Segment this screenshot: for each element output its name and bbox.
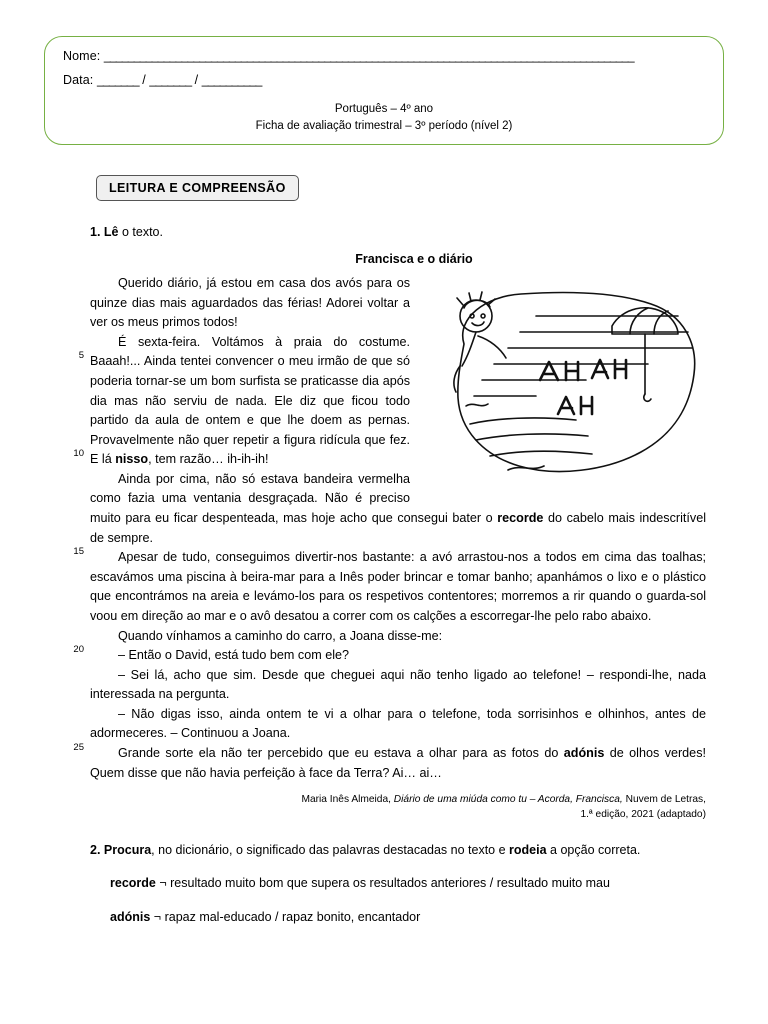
vocab-word: recorde: [110, 876, 156, 891]
date-label: Data:: [63, 73, 94, 87]
text-paragraph: – Então o David, está tudo bem com ele?: [118, 648, 350, 663]
source-edition: 1.ª edição, 2021 (adaptado): [580, 808, 706, 820]
date-year-rule[interactable]: __________: [201, 73, 262, 87]
exercise-2-text-1: , no dicionário, o significado das palavras destacadas no texto e: [151, 842, 510, 857]
arrow-icon: ¬: [159, 876, 167, 891]
vocab-item-adonis[interactable]: [110, 908, 724, 927]
text-paragraph: – Sei lá, acho que sim. Desde que cheguei aqui não tenho ligado ao telefone! – respondi-lhe, nada interessada na pergunta.: [90, 667, 706, 702]
line-number-10: 10: [73, 448, 84, 460]
text-source-credit: [90, 793, 706, 823]
text-paragraph: Apesar de tudo, conseguimos divertir-nos bastante: a avó arrastou-nos a todos em cima das toalhas; escavámos uma piscina à beira-mar para a Inês poder brincar e tomar banho; apanhámos o lixo e o plástico que encontrámos na areia e levámo-los para os respetivos contentores; morremos a rir quando o guarda-sol voou em direção ao mar e o avô desatou a correr com os calções a escorregar-lhe pelo rabo abaixo.: [90, 550, 706, 623]
exercise-1-instruction: [90, 223, 718, 242]
exercise-1-rest: o texto.: [118, 225, 163, 240]
student-info-box: [44, 36, 724, 145]
date-month-rule[interactable]: _______: [149, 73, 192, 87]
exercise-2-verb-2: rodeia: [509, 842, 547, 857]
vocab-options[interactable]: rapaz mal-educado / rapaz bonito, encantador: [164, 910, 421, 925]
date-day-rule[interactable]: _______: [96, 73, 139, 87]
name-field-row[interactable]: [63, 49, 705, 63]
text-paragraph: Ainda por cima, não só estava bandeira vermelha como fazia uma ventania desgraçada. Não é preciso muito para eu ficar despenteada, mas hoje acho que consegui bater o recorde do cabelo mais indescritível de sempre.: [90, 471, 706, 545]
source-author: Maria Inês Almeida,: [301, 794, 394, 806]
source-title: Diário de uma miúda como tu – Acorda, Francisca,: [393, 794, 623, 806]
text-paragraph: Quando vínhamos a caminho do carro, a Joana disse-me:: [118, 628, 443, 643]
source-publisher: Nuvem de Letras,: [622, 794, 706, 806]
exercise-1-verb: Lê: [103, 225, 119, 240]
vocab-item-recorde[interactable]: [110, 874, 724, 893]
reading-text-wrap: [73, 274, 706, 783]
section-title-reading: LEITURA E COMPREENSÃO: [96, 175, 299, 201]
exercise-1-number: 1.: [90, 225, 101, 240]
vocab-options[interactable]: resultado muito bom que supera os resultados anteriores / resultado muito mau: [170, 876, 610, 891]
line-number-5: 5: [78, 350, 84, 362]
date-field-row[interactable]: [63, 73, 705, 87]
line-number-15: 15: [73, 546, 84, 558]
exercise-2-number: 2.: [90, 842, 101, 857]
assessment-heading: [63, 101, 705, 134]
line-number-25: 25: [73, 742, 84, 754]
text-paragraph: Querido diário, já estou em casa dos avós para os quinze dias mais aguardados das férias! Adorei voltar a ver os meus primos todos!: [90, 276, 410, 330]
beach-scene-illustration: [416, 274, 706, 489]
date-separator-1: /: [142, 73, 146, 87]
assessment-line: Ficha de avaliação trimestral – 3º período (nível 2): [255, 119, 513, 132]
subject-line: Português – 4º ano: [334, 103, 434, 115]
exercise-2-verb-1: Procura: [103, 842, 152, 857]
name-input-rule[interactable]: _________________________________________________________________________________________: [103, 49, 634, 63]
date-separator-2: /: [194, 73, 199, 87]
line-number-20: 20: [73, 644, 84, 656]
exercise-2-text-2: a opção correta.: [546, 842, 641, 857]
text-paragraph: Grande sorte ela não ter percebido que eu estava a olhar para as fotos do adónis de olhos verdes! Quem disse que não havia perfeição à face da Terra? Ai… ai…: [90, 745, 706, 780]
vocab-word: adónis: [110, 910, 151, 925]
reading-text-title: Francisca e o diário: [355, 252, 473, 267]
arrow-icon: ¬: [153, 910, 162, 925]
name-label: Nome:: [63, 49, 101, 63]
exercise-2-instruction: [90, 841, 718, 860]
text-paragraph: É sexta-feira. Voltámos à praia do costume. Baaah!... Ainda tentei convencer o meu irmão de que só poderia tornar-se um bom surfista se praticasse dia após dia mas não serviu de nada. Ele diz que ficou todo partido da aula de ontem e que lhe doem as pernas. Provavelmente não quer repetir a figura ridícula que fez. E lá nisso, tem razão… ih-ih-ih!: [90, 334, 410, 467]
text-paragraph: – Não digas isso, ainda ontem te vi a olhar para o telefone, toda sorrisinhos e olhinhos, antes de adormeceres. – Continuou a Joana.: [90, 706, 706, 741]
